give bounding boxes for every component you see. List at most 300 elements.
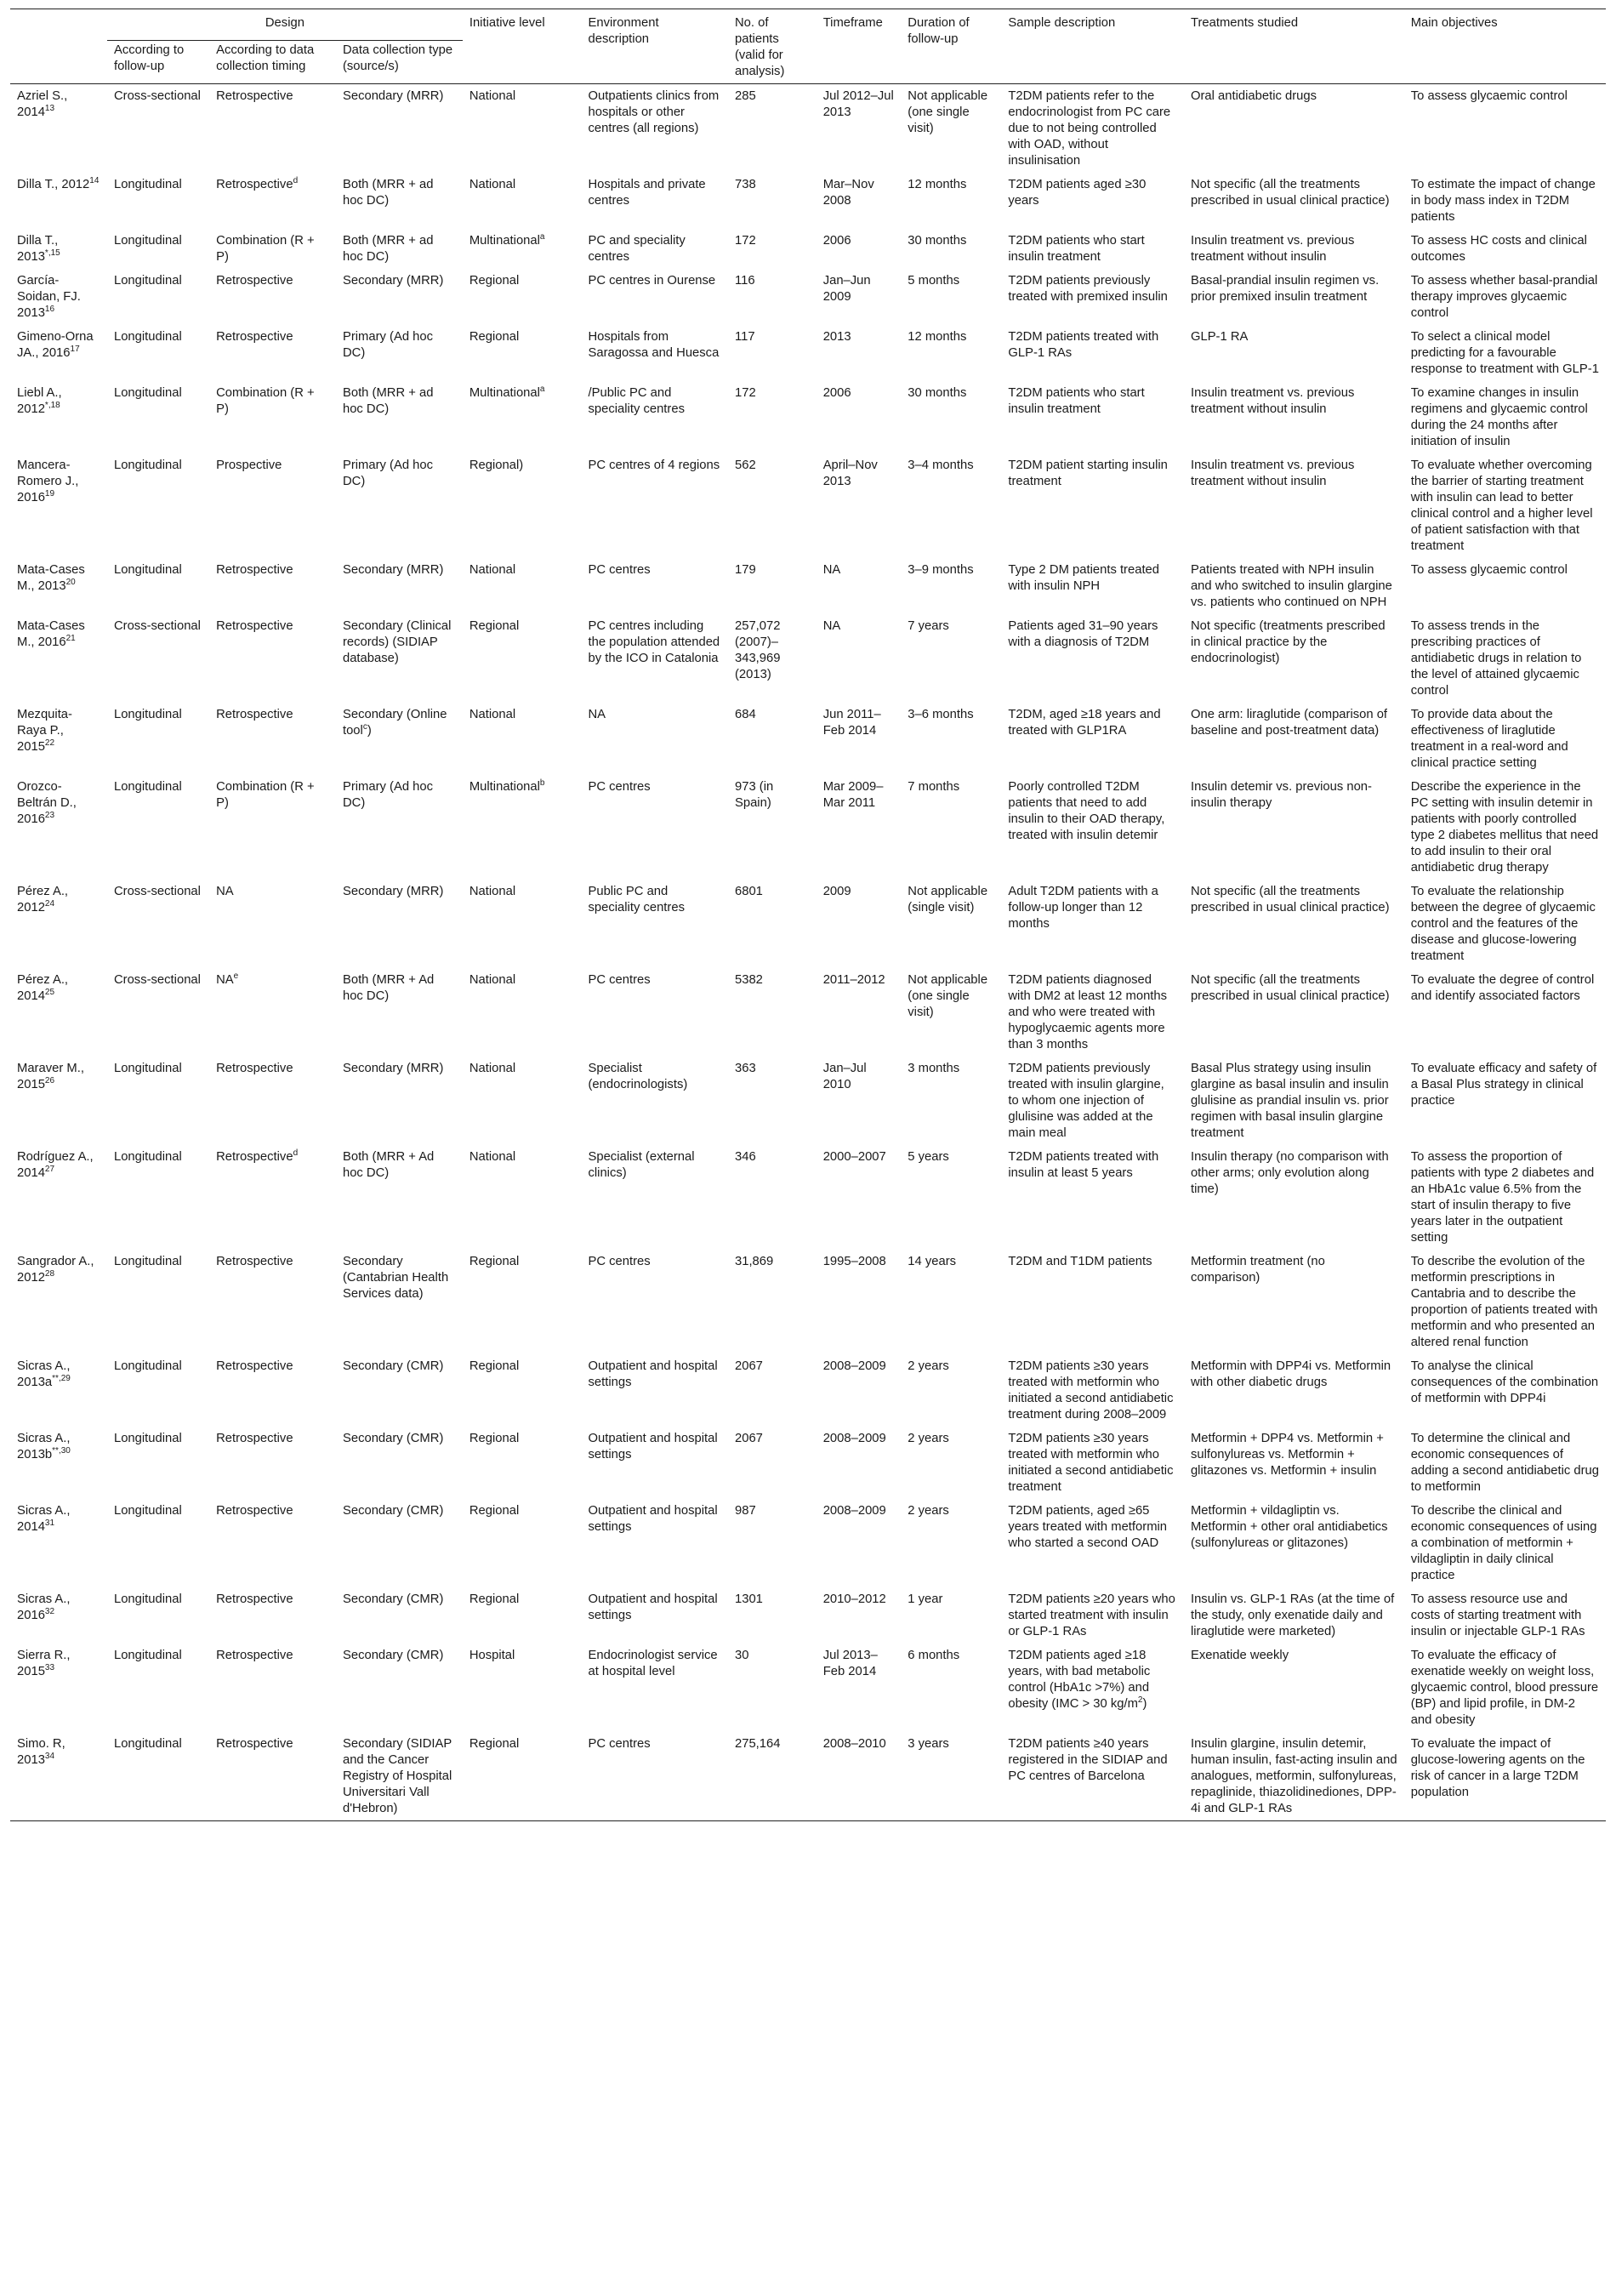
sample-cell [1001,229,1184,269]
environment-cell [581,968,728,1057]
source-cell [336,1145,463,1250]
sample-cell [1001,269,1184,325]
treatments-cell-text: Exenatide weekly [1190,1649,1289,1662]
source-cell [336,381,463,453]
reference-cell-text: Mata-Cases M., 2013 [17,563,85,593]
treatments-cell-text: Metformin with DPP4i vs. Metformin with other diabetic drugs [1190,1359,1391,1389]
objectives-cell-text: To assess glycaemic control [1410,89,1568,103]
duration-cell [901,381,1001,453]
objectives-cell [1404,381,1606,453]
table-row [10,775,1606,880]
duration-cell-text: 2 years [908,1504,949,1518]
timeframe-cell [817,968,902,1057]
study-table-container [10,9,1606,1821]
timeframe-cell-text: 2011–2012 [822,973,885,987]
studies-table [10,9,1606,1821]
patients-cell [728,1250,817,1354]
duration-cell-text: 3 months [908,1062,960,1075]
source-cell [336,1499,463,1587]
patients-cell-text: 257,072 (2007)–343,969 (2013) [734,619,781,681]
table-row [10,1057,1606,1145]
reference-cell [10,968,107,1057]
timeframe-cell-text: 2000–2007 [822,1150,886,1164]
follow-up-cell [107,703,209,775]
source-cell [336,968,463,1057]
duration-cell-text: 12 months [908,178,967,191]
reference-cell-text: Dilla T., 2013 [17,234,59,264]
reference-cell-superscript: **,29 [52,1374,71,1384]
reference-cell-superscript: 28 [44,1269,55,1279]
environment-cell [581,1644,728,1732]
initiative-level-cell [463,1250,582,1354]
timing-cell-superscript: e [233,971,239,982]
table-row [10,1145,1606,1250]
sample-cell [1001,775,1184,880]
follow-up-cell [107,1587,209,1644]
patients-cell [728,880,817,968]
treatments-cell-text: Metformin + DPP4 vs. Metformin + sulfonylureas vs. Metformin + glitazones vs. Metformin + insulin [1190,1432,1384,1478]
follow-up-cell-text: Longitudinal [113,234,182,248]
sample-cell [1001,1732,1184,1821]
treatments-cell-text: Not specific (all the treatments prescribed in usual clinical practice) [1190,178,1390,208]
follow-up-cell [107,381,209,453]
table-row [10,173,1606,229]
patients-cell [728,84,817,174]
patients-cell [728,325,817,381]
timeframe-cell [817,880,902,968]
source-cell-text: Secondary (MRR) [342,89,444,103]
environment-cell-text: /Public PC and speciality centres [588,386,685,416]
source-cell [336,1354,463,1427]
initiative-level-cell-text: Regional [469,330,520,344]
timeframe-cell [817,614,902,703]
timing-cell-text: Retrospective [216,1649,293,1662]
environment-cell [581,381,728,453]
environment-cell-text: PC centres including the population attended by the ICO in Catalonia [588,619,720,665]
environment-cell [581,1057,728,1145]
initiative-level-cell-text: Regional [469,1255,520,1268]
treatments-cell [1184,453,1404,558]
timing-cell [209,1354,336,1427]
treatments-cell [1184,703,1404,775]
objectives-cell-text: To provide data about the effectiveness of liraglutide treatment in a real-word and clinical practice setting [1410,708,1568,770]
timing-cell-text: NA [216,973,234,987]
reference-cell-text: Simo. R, 2013 [17,1737,65,1767]
source-cell [336,1587,463,1644]
timing-cell-text: Retrospective [216,1504,293,1518]
objectives-cell [1404,229,1606,269]
sample-cell [1001,968,1184,1057]
environment-cell-text: PC and speciality centres [588,234,686,264]
initiative-level-cell-superscript: a [539,232,545,242]
follow-up-cell-text: Longitudinal [113,708,182,721]
treatments-cell [1184,1145,1404,1250]
duration-cell-text: 5 years [908,1150,949,1164]
source-cell [336,558,463,614]
timing-cell-text: Retrospective [216,1432,293,1445]
timing-cell [209,229,336,269]
reference-cell-superscript: 25 [44,988,55,998]
objectives-cell [1404,614,1606,703]
initiative-level-cell-text: Regional) [469,459,524,472]
source-cell-text: Secondary (Clinical records) (SIDIAP database) [342,619,452,665]
timeframe-cell [817,1427,902,1499]
sample-cell-text: T2DM patients treated with insulin at least 5 years [1008,1150,1159,1180]
patients-cell-text: 31,869 [734,1255,774,1268]
reference-cell-text: Azriel S., 2014 [17,89,68,119]
reference-cell [10,1587,107,1644]
environment-cell [581,325,728,381]
follow-up-cell-text: Longitudinal [113,780,182,794]
treatments-cell [1184,558,1404,614]
sample-cell [1001,703,1184,775]
treatments-cell [1184,381,1404,453]
timeframe-cell [817,1587,902,1644]
source-cell-text: Secondary (MRR) [342,563,444,577]
patients-cell [728,1499,817,1587]
follow-up-cell-text: Longitudinal [113,1255,182,1268]
source-cell-text: Secondary (MRR) [342,885,444,898]
duration-cell [901,325,1001,381]
follow-up-cell-text: Longitudinal [113,1150,182,1164]
timing-cell [209,1499,336,1587]
timeframe-cell [817,1354,902,1427]
sample-cell [1001,1354,1184,1427]
environment-cell [581,558,728,614]
objectives-cell [1404,1587,1606,1644]
patients-cell-text: 172 [734,386,756,400]
objectives-cell-text: To evaluate whether overcoming the barrier of starting treatment with insulin can lead to better clinical control and a higher level of patient satisfaction with that treatment [1410,459,1593,553]
treatments-cell [1184,1644,1404,1732]
timing-cell-text: Retrospective [216,1737,293,1751]
objectives-cell-text: To examine changes in insulin regimens and glycaemic control during the 24 months after initiation of insulin [1410,386,1588,448]
reference-cell-text: Rodríguez A., 2014 [17,1150,94,1180]
timeframe-cell-text: Jul 2012–Jul 2013 [822,89,894,119]
sample-cell-text: T2DM patients ≥40 years registered in the SIDIAP and PC centres of Barcelona [1008,1737,1168,1783]
timeframe-cell-text: 2008–2010 [822,1737,886,1751]
environment-cell [581,703,728,775]
timing-cell-superscript: d [293,1148,299,1159]
timing-cell [209,880,336,968]
duration-cell-text: 7 months [908,780,960,794]
timing-cell-text: Retrospective [216,708,293,721]
sample-cell [1001,1145,1184,1250]
header-design: Design [107,9,463,41]
environment-cell-text: PC centres [588,973,651,987]
source-cell-text: Secondary (CMR) [342,1592,444,1606]
duration-cell [901,614,1001,703]
timeframe-cell-text: 2013 [822,330,851,344]
patients-cell [728,173,817,229]
objectives-cell-text: To assess trends in the prescribing practices of antidiabetic drugs in relation to the level of attained glycaemic control [1410,619,1582,698]
timeframe-cell-text: 2008–2009 [822,1504,886,1518]
initiative-level-cell [463,173,582,229]
sample-cell [1001,381,1184,453]
duration-cell-text: 12 months [908,330,967,344]
patients-cell [728,968,817,1057]
environment-cell [581,1499,728,1587]
reference-cell [10,325,107,381]
duration-cell-text: Not applicable (one single visit) [908,973,988,1019]
duration-cell [901,84,1001,174]
treatments-cell-text: Patients treated with NPH insulin and who switched to insulin glargine vs. patients who continued on NPH [1190,563,1392,609]
source-cell-text: Both (MRR + Ad hoc DC) [342,973,435,1003]
reference-cell-text: Dilla T., 2012 [17,178,90,191]
reference-cell-text: García-Soidan, FJ. 2013 [17,274,81,320]
timeframe-cell-text: 2006 [822,234,851,248]
sample-cell-text: Type 2 DM patients treated with insulin NPH [1008,563,1160,593]
objectives-cell [1404,1354,1606,1427]
reference-cell [10,269,107,325]
source-cell-text: Both (MRR + ad hoc DC) [342,234,434,264]
source-cell [336,703,463,775]
objectives-cell-text: To describe the evolution of the metformin prescriptions in Cantabria and to describe the proportion of patients treated with metformin and who presented an altered renal function [1410,1255,1598,1349]
header-reference [10,9,107,84]
follow-up-cell [107,325,209,381]
initiative-level-cell [463,703,582,775]
patients-cell-text: 6801 [734,885,763,898]
environment-cell-text: PC centres [588,1737,651,1751]
duration-cell-text: 30 months [908,386,967,400]
reference-cell [10,84,107,174]
timing-cell-text: Retrospective [216,1062,293,1075]
reference-cell-superscript: *,18 [44,401,60,411]
timeframe-cell-text: Jul 2013–Feb 2014 [822,1649,878,1678]
source-cell-text: Secondary (CMR) [342,1504,444,1518]
sample-cell [1001,1427,1184,1499]
timing-cell-text: Retrospective [216,563,293,577]
reference-cell-text: Mezquita-Raya P., 2015 [17,708,72,754]
source-cell-text: Both (MRR + ad hoc DC) [342,386,434,416]
initiative-level-cell [463,381,582,453]
source-cell-tail: ) [367,724,372,738]
reference-cell-superscript: **,30 [52,1446,71,1456]
reference-cell [10,1250,107,1354]
table-row [10,1587,1606,1644]
timing-cell [209,173,336,229]
reference-cell-superscript: 20 [65,578,76,588]
duration-cell [901,229,1001,269]
initiative-level-cell [463,775,582,880]
initiative-level-cell [463,1354,582,1427]
patients-cell [728,381,817,453]
timing-cell [209,614,336,703]
patients-cell-text: 285 [734,89,756,103]
timeframe-cell-text: Jan–Jun 2009 [822,274,871,304]
objectives-cell [1404,1499,1606,1587]
table-row [10,880,1606,968]
timeframe-cell [817,453,902,558]
objectives-cell [1404,1732,1606,1821]
objectives-cell-text: To determine the clinical and economic consequences of adding a second antidiabetic drug to metformin [1410,1432,1599,1494]
source-cell [336,229,463,269]
reference-cell-text: Pérez A., 2014 [17,973,69,1003]
reference-cell-text: Liebl A., 2012 [17,386,62,416]
sample-cell-text: Poorly controlled T2DM patients that need to add insulin to their OAD therapy, treated with insulin detemir [1008,780,1165,842]
environment-cell-text: Outpatient and hospital settings [588,1359,718,1389]
follow-up-cell [107,775,209,880]
environment-cell-text: Endocrinologist service at hospital level [588,1649,718,1678]
timeframe-cell-text: 1995–2008 [822,1255,886,1268]
treatments-cell [1184,775,1404,880]
source-cell-text: Secondary (CMR) [342,1359,444,1373]
timing-cell [209,381,336,453]
reference-cell-superscript: 24 [44,899,55,909]
timeframe-cell [817,1499,902,1587]
objectives-cell-text: Describe the experience in the PC setting with insulin detemir in patients with poorly controlled type 2 diabetes mellitus that need to add insulin to their oral antidiabetic drug therapy [1410,780,1599,875]
source-cell [336,1427,463,1499]
reference-cell-text: Pérez A., 2012 [17,885,69,914]
table-row [10,325,1606,381]
sample-cell-text: T2DM patient starting insulin treatment [1008,459,1168,488]
sample-cell [1001,453,1184,558]
reference-cell-superscript: 17 [70,345,80,355]
reference-cell [10,1499,107,1587]
table-row [10,1644,1606,1732]
follow-up-cell [107,173,209,229]
timeframe-cell [817,558,902,614]
reference-cell [10,229,107,269]
objectives-cell-text: To select a clinical model predicting for a favourable response to treatment with GLP-1 [1410,330,1599,376]
patients-cell [728,229,817,269]
follow-up-cell-text: Cross-sectional [113,619,201,633]
patients-cell [728,703,817,775]
source-cell [336,84,463,174]
duration-cell [901,1057,1001,1145]
objectives-cell-text: To evaluate the efficacy of exenatide weekly on weight loss, glycaemic control, blood pressure (BP) and lipid profile, in DM-2 and obesity [1410,1649,1599,1727]
treatments-cell-text: Insulin treatment vs. previous treatment without insulin [1190,386,1355,416]
initiative-level-cell-text: Regional [469,1504,520,1518]
patients-cell-text: 987 [734,1504,756,1518]
reference-cell [10,775,107,880]
timing-cell-text: Retrospective [216,1359,293,1373]
table-row [10,381,1606,453]
initiative-level-cell [463,1427,582,1499]
follow-up-cell [107,229,209,269]
treatments-cell [1184,1499,1404,1587]
treatments-cell [1184,173,1404,229]
sample-cell-tail: ) [1142,1697,1147,1711]
objectives-cell [1404,558,1606,614]
header-objectives: Main objectives [1404,9,1606,84]
initiative-level-cell-superscript: b [539,778,545,789]
timing-cell-text: Retrospective [216,1592,293,1606]
objectives-cell-text: To estimate the impact of change in body mass index in T2DM patients [1410,178,1596,224]
patients-cell [728,775,817,880]
sample-cell-text: T2DM patients aged ≥18 years, with bad metabolic control (HbA1c >7%) and obesity (IMC > 30 kg/m [1008,1649,1151,1711]
sample-cell-text: T2DM patients ≥30 years treated with metformin who initiated a second antidiabetic treatment during 2008–2009 [1008,1359,1174,1421]
duration-cell [901,1145,1001,1250]
treatments-cell [1184,968,1404,1057]
treatments-cell-text: Insulin vs. GLP-1 RAs (at the time of the study, only exenatide daily and liraglutide were marketed) [1190,1592,1395,1638]
initiative-level-cell [463,558,582,614]
patients-cell-text: 738 [734,178,756,191]
duration-cell [901,1499,1001,1587]
timing-cell-text: Retrospective [216,330,293,344]
follow-up-cell-text: Longitudinal [113,563,182,577]
patients-cell [728,1732,817,1821]
objectives-cell-text: To assess the proportion of patients with type 2 diabetes and an HbA1c value 6.5% from the start of insulin therapy to five years later in the outpatient setting [1410,1150,1595,1245]
patients-cell [728,1057,817,1145]
sample-cell [1001,1250,1184,1354]
timeframe-cell-text: NA [822,619,841,633]
sample-cell [1001,173,1184,229]
source-cell-superscript: c [362,722,367,732]
reference-cell [10,558,107,614]
objectives-cell [1404,1644,1606,1732]
objectives-cell-text: To evaluate the relationship between the degree of glycaemic control and the features of the disease and glucose-lowering treatment [1410,885,1596,963]
treatments-cell-text: One arm: liraglutide (comparison of baseline and post-treatment data) [1190,708,1388,738]
reference-cell-text: Sicras A., 2014 [17,1504,71,1534]
follow-up-cell-text: Longitudinal [113,274,182,288]
treatments-cell [1184,229,1404,269]
timing-cell [209,1427,336,1499]
table-row [10,1732,1606,1821]
timing-cell [209,1250,336,1354]
reference-cell-superscript: *,15 [44,248,60,259]
initiative-level-cell-text: National [469,1150,516,1164]
timeframe-cell [817,173,902,229]
duration-cell [901,1732,1001,1821]
timing-cell [209,1587,336,1644]
follow-up-cell-text: Longitudinal [113,1649,182,1662]
treatments-cell [1184,1732,1404,1821]
sample-cell [1001,325,1184,381]
environment-cell-text: PC centres of 4 regions [588,459,720,472]
timing-cell-text: NA [216,885,234,898]
source-cell-text: Secondary (SIDIAP and the Cancer Registry of Hospital Universitari Vall d'Hebron) [342,1737,452,1815]
initiative-level-cell [463,1145,582,1250]
initiative-level-cell [463,453,582,558]
environment-cell [581,1250,728,1354]
treatments-cell [1184,880,1404,968]
sample-cell [1001,1057,1184,1145]
duration-cell [901,1587,1001,1644]
reference-cell [10,1354,107,1427]
timing-cell [209,558,336,614]
timeframe-cell-text: Mar–Nov 2008 [822,178,874,208]
timeframe-cell [817,84,902,174]
duration-cell [901,1644,1001,1732]
environment-cell [581,269,728,325]
initiative-level-cell-text: Hospital [469,1649,515,1662]
timeframe-cell [817,229,902,269]
treatments-cell-text: Basal Plus strategy using insulin glargine as basal insulin and insulin glulisine as prandial insulin vs. prior regimen with basal insulin glargine treatment [1190,1062,1389,1140]
timeframe-cell-text: 2008–2009 [822,1359,886,1373]
timing-cell [209,269,336,325]
initiative-level-cell [463,1644,582,1732]
environment-cell-text: PC centres [588,1255,651,1268]
reference-cell-superscript: 21 [65,634,76,644]
timing-cell-text: Retrospective [216,178,293,191]
initiative-level-cell [463,1587,582,1644]
treatments-cell-text: Oral antidiabetic drugs [1190,89,1317,103]
reference-cell [10,381,107,453]
timing-cell [209,703,336,775]
reference-cell-text: Maraver M., 2015 [17,1062,84,1091]
patients-cell [728,1354,817,1427]
follow-up-cell-text: Longitudinal [113,330,182,344]
source-cell [336,775,463,880]
follow-up-cell [107,968,209,1057]
reference-cell-text: Sierra R., 2015 [17,1649,71,1678]
timing-cell [209,1644,336,1732]
environment-cell [581,1145,728,1250]
timeframe-cell-text: Jan–Jul 2010 [822,1062,867,1091]
patients-cell-text: 30 [734,1649,749,1662]
reference-cell [10,1644,107,1732]
source-cell-text: Secondary (MRR) [342,1062,444,1075]
